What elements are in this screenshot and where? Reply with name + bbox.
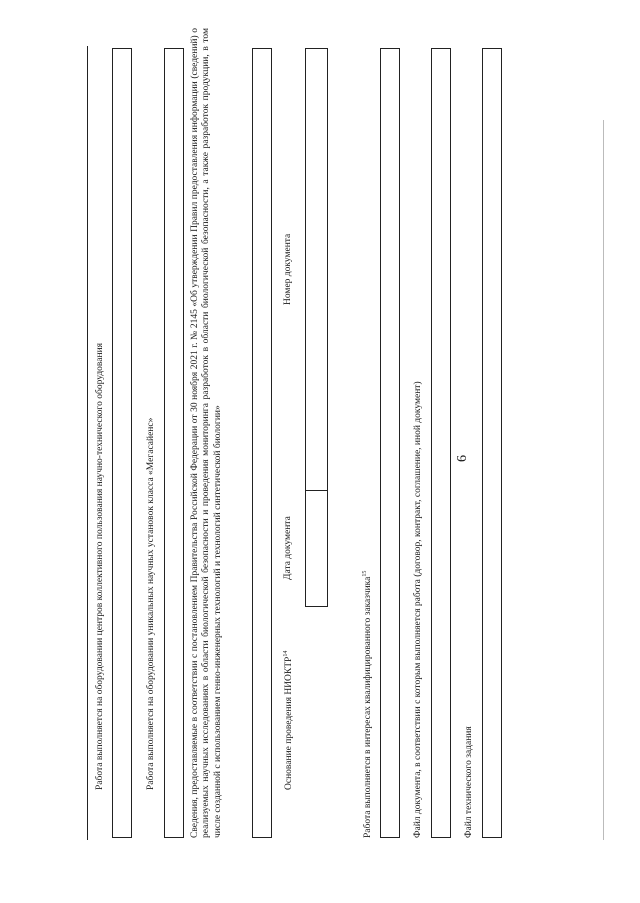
- doc-number-header: Номер документа: [283, 233, 293, 305]
- footnote-14: 14: [283, 650, 289, 657]
- contract-file-field[interactable]: [431, 48, 451, 838]
- page-rule-left: [87, 46, 88, 840]
- footnote-15: 15: [362, 570, 368, 577]
- unique-installations-field[interactable]: [164, 48, 184, 838]
- page-edge-shadow: [603, 120, 604, 840]
- page-number: 6: [455, 455, 470, 462]
- ckp-equipment-field[interactable]: [112, 48, 132, 838]
- tech-spec-file-label: Файл технического задания: [464, 726, 474, 838]
- doc-date-header: Дата документа: [283, 516, 293, 580]
- table-col-divider-1: [305, 606, 328, 607]
- qualified-customer-field[interactable]: [380, 48, 400, 838]
- doc-date-cell[interactable]: [305, 490, 328, 606]
- tech-spec-file-field[interactable]: [482, 48, 502, 838]
- contract-file-label: Файл документа, в соответствии с которым выполняется работа (договор, контракт, соглашение, иной документ): [413, 381, 423, 838]
- niokr-basis-header-text: Основание проведения НИОКТР: [284, 656, 295, 790]
- qualified-customer-label: [362, 571, 373, 838]
- niokr-basis-header: [283, 651, 294, 790]
- biosafety-info-label: Сведения, предоставляемые в соответствии с постановлением Правительства Российской Федерации от 30 ноября 2021 г. № 2145 «Об утверждении Правил предоставления информации (сведений) о реализуемых научных исследованиях в области биологической безопасности и проведения мониторинга разработок в области биологической безопасности, а также разработок продукции, в том числе созданной с использованием генно-инженерных технологий и технологий синтетической биологии»: [190, 28, 223, 838]
- doc-number-cell[interactable]: [305, 48, 328, 490]
- unique-installations-label: Работа выполняется на оборудовании уникальных научных установок класса «Мегасайенс»: [146, 417, 156, 790]
- niokr-basis-cell[interactable]: [305, 606, 328, 838]
- qualified-customer-text: Работа выполняется в интересах квалифицированного заказчика: [363, 576, 374, 838]
- biosafety-info-field[interactable]: [252, 48, 272, 838]
- ckp-equipment-label: Работа выполняется на оборудовании центров коллективного пользования научно-технического оборудования: [95, 342, 105, 790]
